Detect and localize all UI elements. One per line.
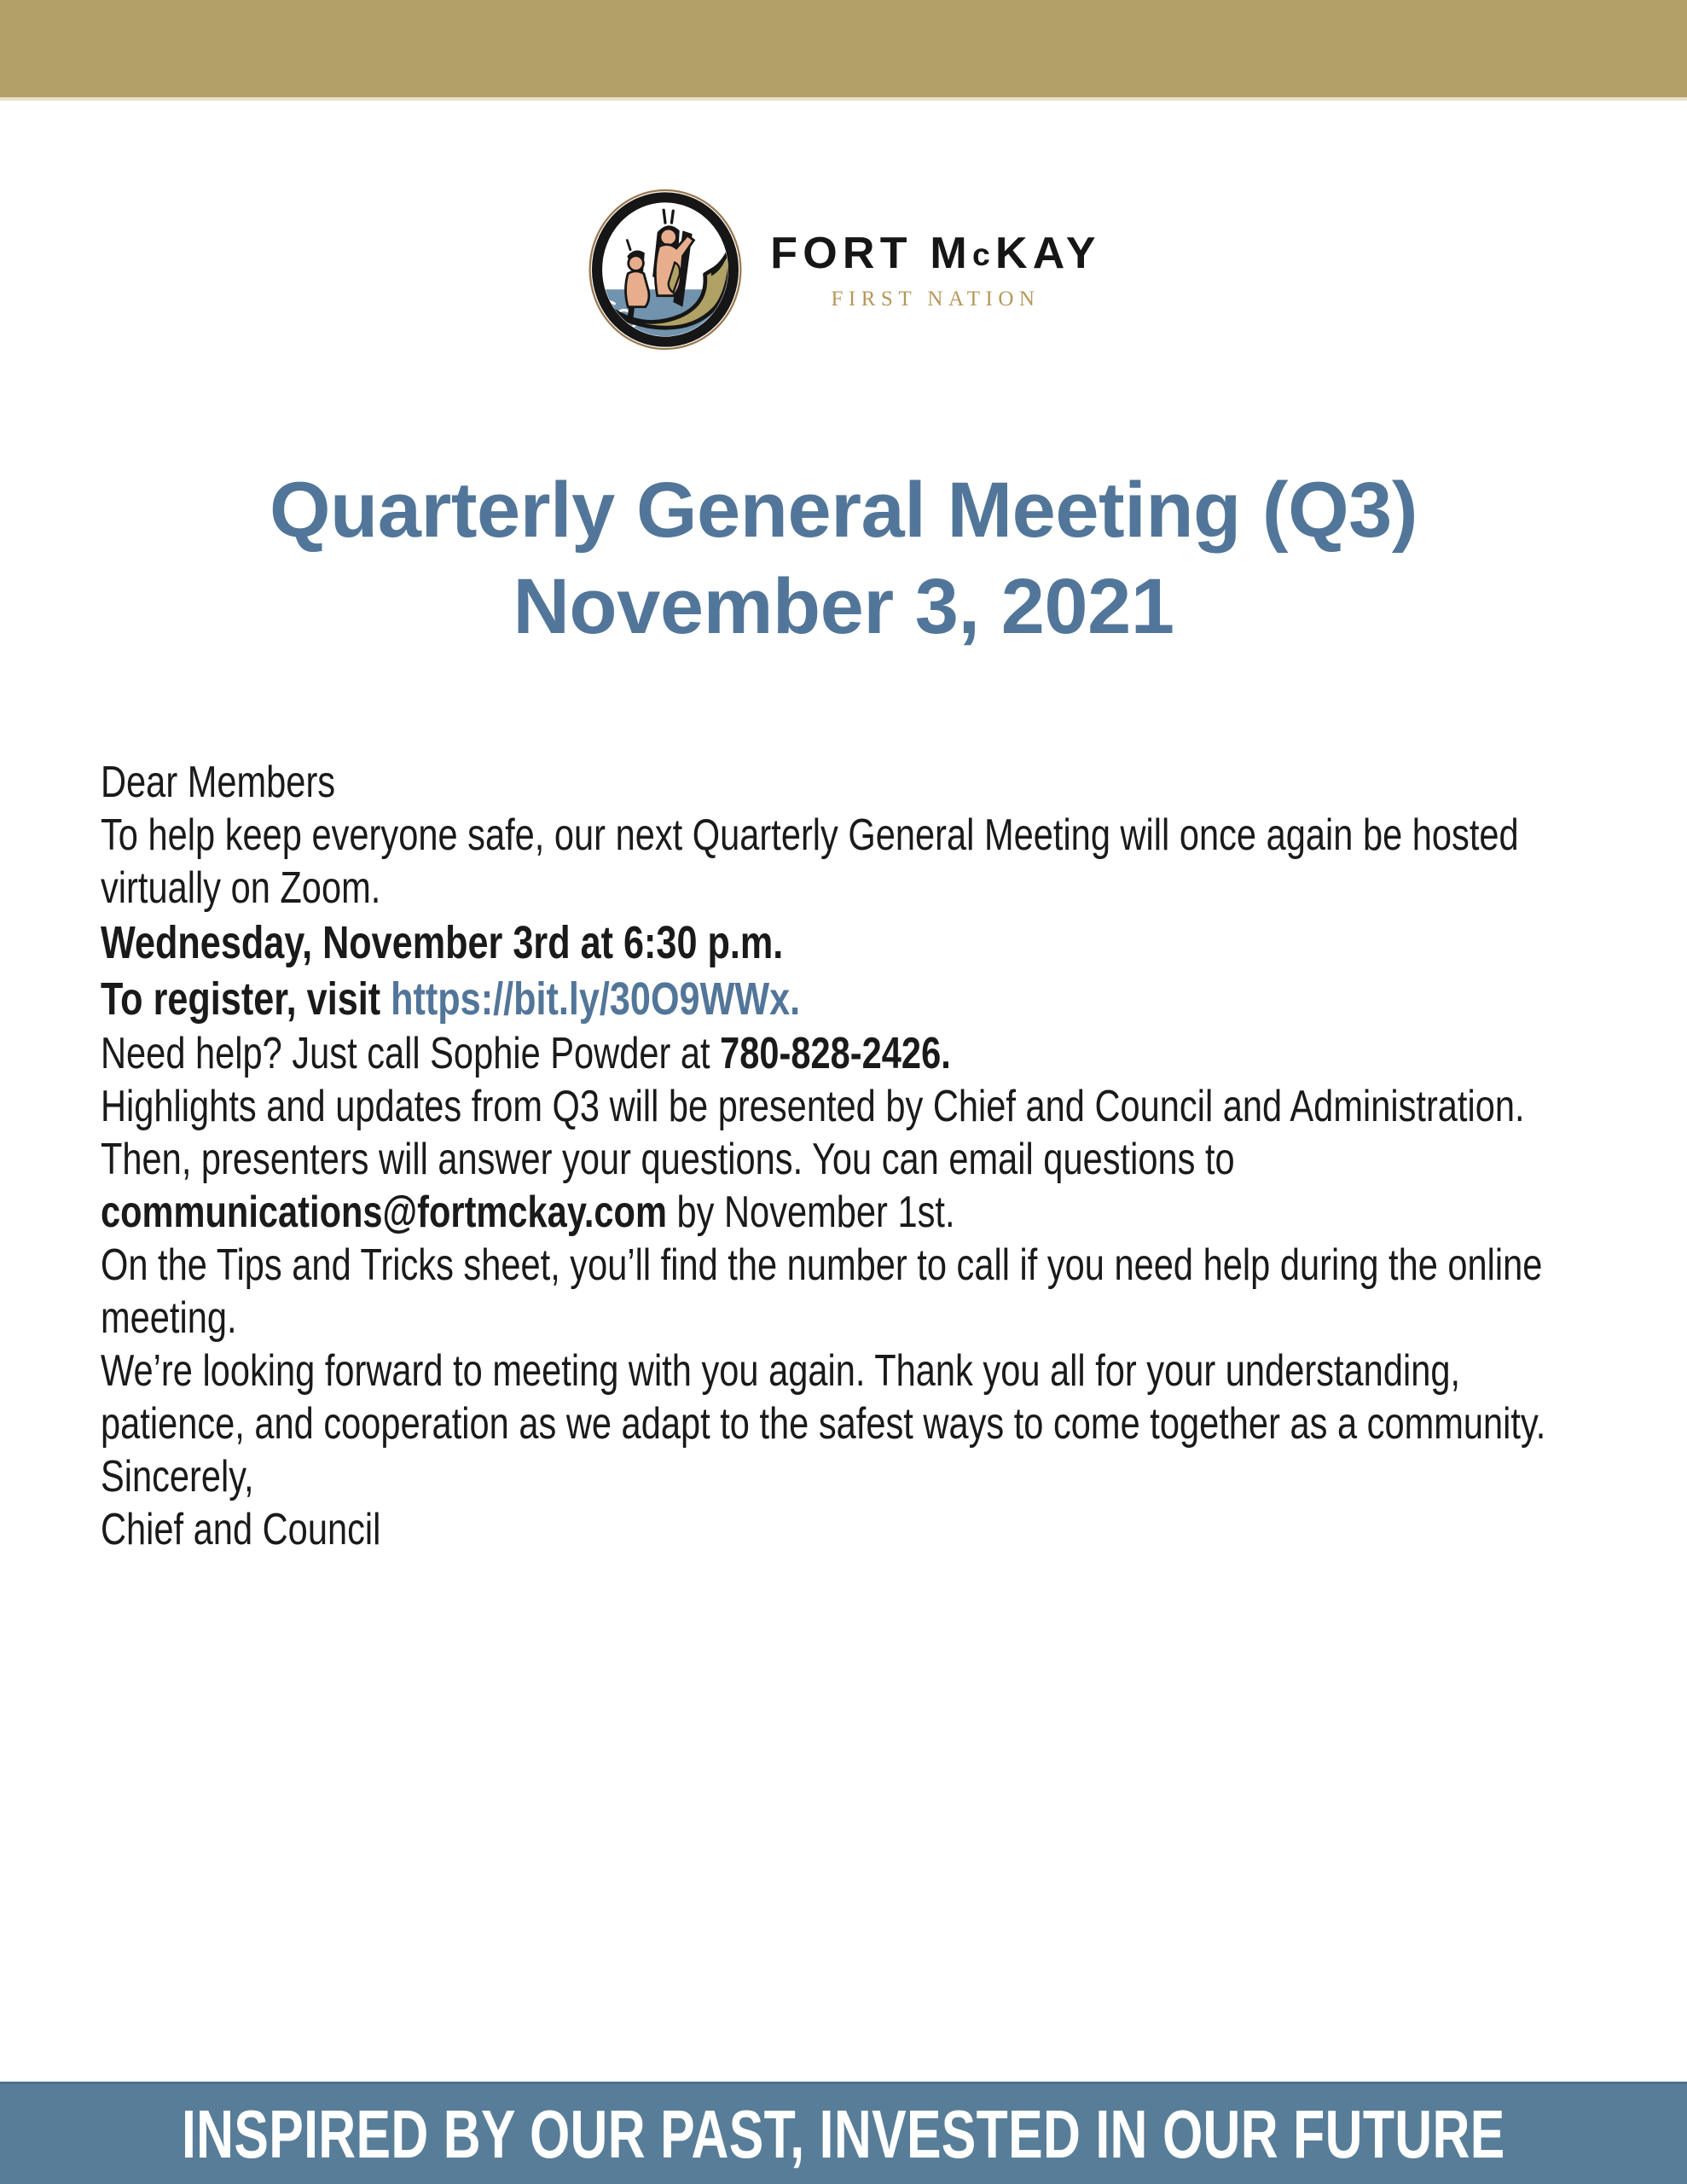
org-subtitle: FIRST NATION: [831, 288, 1041, 311]
salutation: Dear Members: [101, 758, 336, 807]
register-prefix: To register, visit: [101, 973, 391, 1025]
org-name: [770, 228, 1101, 279]
closing: Sincerely,: [101, 1452, 254, 1502]
signature: Chief and Council: [101, 1505, 381, 1554]
org-name-small-c: c: [971, 236, 996, 273]
meeting-datetime: Wednesday, November 3rd at 6:30 p.m.: [101, 917, 784, 968]
tips-paragraph: On the Tips and Tricks sheet, you’ll find the number to call if you need help during the online meeting.: [101, 1240, 1543, 1343]
help-prefix: Need help? Just call Sophie Powder at: [101, 1029, 721, 1078]
help-line: [101, 1027, 1588, 1080]
q3-text-2: by November 1st.: [666, 1188, 955, 1237]
register-link[interactable]: https://bit.ly/30O9WWx.: [391, 973, 801, 1025]
canoe-emblem-icon: [586, 186, 745, 353]
org-name-part2: KAY: [995, 229, 1101, 278]
q3-text-1: Highlights and updates from Q3 will be presented by Chief and Council and Administration. Then, presenters will answer your questions. You can email questions to: [101, 1082, 1525, 1184]
logo-wordmark: [770, 228, 1101, 311]
q3-paragraph: [101, 1080, 1588, 1239]
email-address: communications@fortmckay.com: [101, 1188, 667, 1237]
phone-number: 780-828-2426.: [720, 1029, 951, 1078]
title-line-1: Quarterly General Meeting (Q3): [269, 467, 1418, 554]
footer-slogan: INSPIRED BY OUR PAST, INVESTED IN OUR FUTURE: [182, 2095, 1505, 2172]
page-title: [0, 462, 1687, 655]
title-line-2: November 3, 2021: [513, 563, 1174, 650]
footer-bar: [0, 2082, 1687, 2184]
fort-mckay-logo: [0, 186, 1687, 353]
top-accent-bar: [0, 0, 1687, 101]
register-line: [101, 971, 1588, 1027]
intro-paragraph: To help keep everyone safe, our next Quarterly General Meeting will once again be hosted virtually on Zoom.: [101, 810, 1519, 913]
letter-body: [101, 756, 1588, 1556]
thanks-paragraph: We’re looking forward to meeting with you again. Thank you all for your understanding, patience, and cooperation as we adapt to the safest ways to come together as a community.: [101, 1346, 1546, 1449]
org-name-part1: FORT M: [770, 229, 972, 278]
